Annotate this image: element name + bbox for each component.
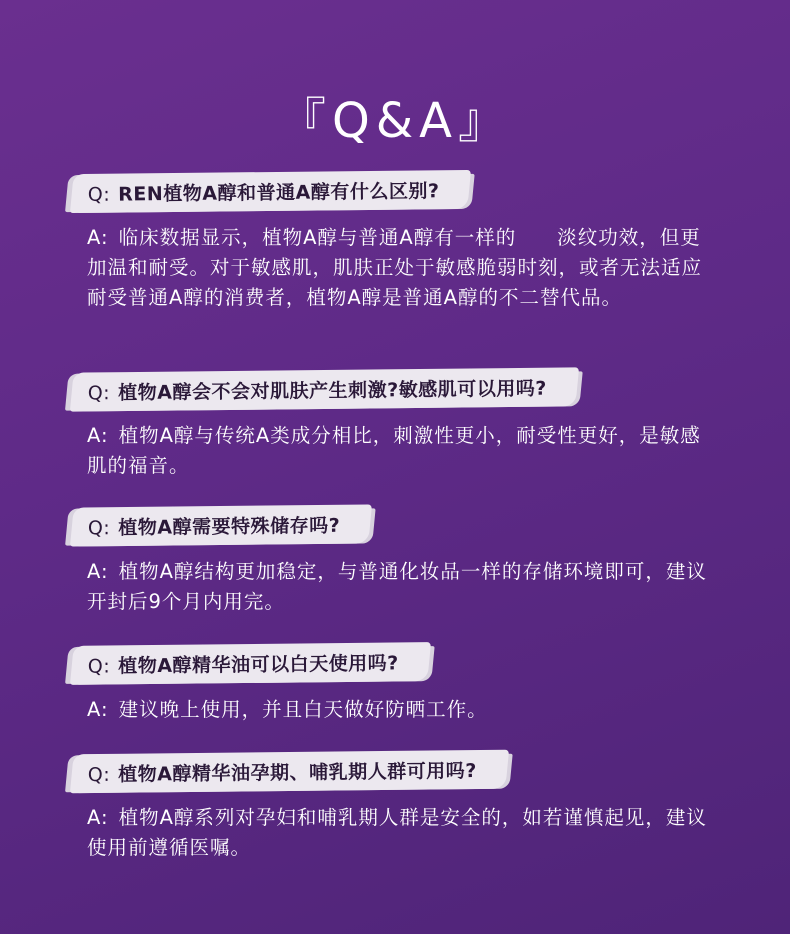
question-strip — [70, 750, 509, 794]
answer-body: 临床数据显示，植物A醇与普通A醇有一样的 淡纹功效，但更加温和耐受。对于敏感肌，肌肤正处于敏感脆弱时刻，或者无法适应耐受普通A醇的消费者，植物A醇是普通A醇的不二替代品。 — [87, 226, 703, 309]
answer-body: 植物A醇结构更加稳定，与普通化妆品一样的存储环境即可，建议开封后9个月内用完。 — [87, 560, 707, 613]
question-text: 植物A醇精华油孕期、哺乳期人群可用吗? — [118, 760, 477, 786]
answer-body: 植物A醇系列对孕妇和哺乳期人群是安全的，如若谨慎起见，建议使用前遵循医嘱。 — [87, 806, 707, 859]
answer-body: 建议晚上使用，并且白天做好防晒工作。 — [118, 698, 488, 721]
answer-prefix: A: — [87, 226, 109, 249]
answer-text — [87, 223, 707, 313]
question-prefix: Q: — [87, 183, 111, 206]
answer-text — [87, 695, 707, 725]
qa-item-1 — [0, 172, 790, 313]
qa-item-4 — [0, 644, 790, 725]
answer-text — [87, 803, 707, 863]
question-strip — [70, 504, 372, 546]
question-prefix: Q: — [87, 517, 111, 540]
answer-prefix: A: — [87, 560, 109, 583]
qa-item-2 — [0, 370, 790, 481]
answer-text — [87, 421, 707, 481]
question-strip — [70, 642, 431, 685]
question-prefix: Q: — [87, 763, 111, 787]
question-text: REN植物A醇和普通A醇有什么区别? — [118, 180, 440, 206]
question-text: 植物A醇需要特殊储存吗? — [118, 514, 341, 540]
question-strip — [70, 170, 471, 213]
answer-prefix: A: — [87, 806, 109, 829]
answer-prefix: A: — [87, 424, 109, 447]
question-prefix: Q: — [87, 655, 111, 678]
question-text: 植物A醇精华油可以白天使用吗? — [118, 652, 399, 678]
answer-prefix: A: — [87, 698, 109, 721]
qa-item-3 — [0, 506, 790, 617]
question-text: 植物A醇会不会对肌肤产生刺激?敏感肌可以用吗? — [118, 377, 547, 405]
question-strip — [70, 367, 579, 411]
qa-item-5 — [0, 752, 790, 863]
question-prefix: Q: — [87, 382, 111, 405]
answer-text — [87, 557, 707, 617]
answer-body: 植物A醇与传统A类成分相比，刺激性更小，耐受性更好，是敏感肌的福音。 — [87, 424, 701, 477]
page-title: 『Q&A』 — [277, 93, 513, 149]
